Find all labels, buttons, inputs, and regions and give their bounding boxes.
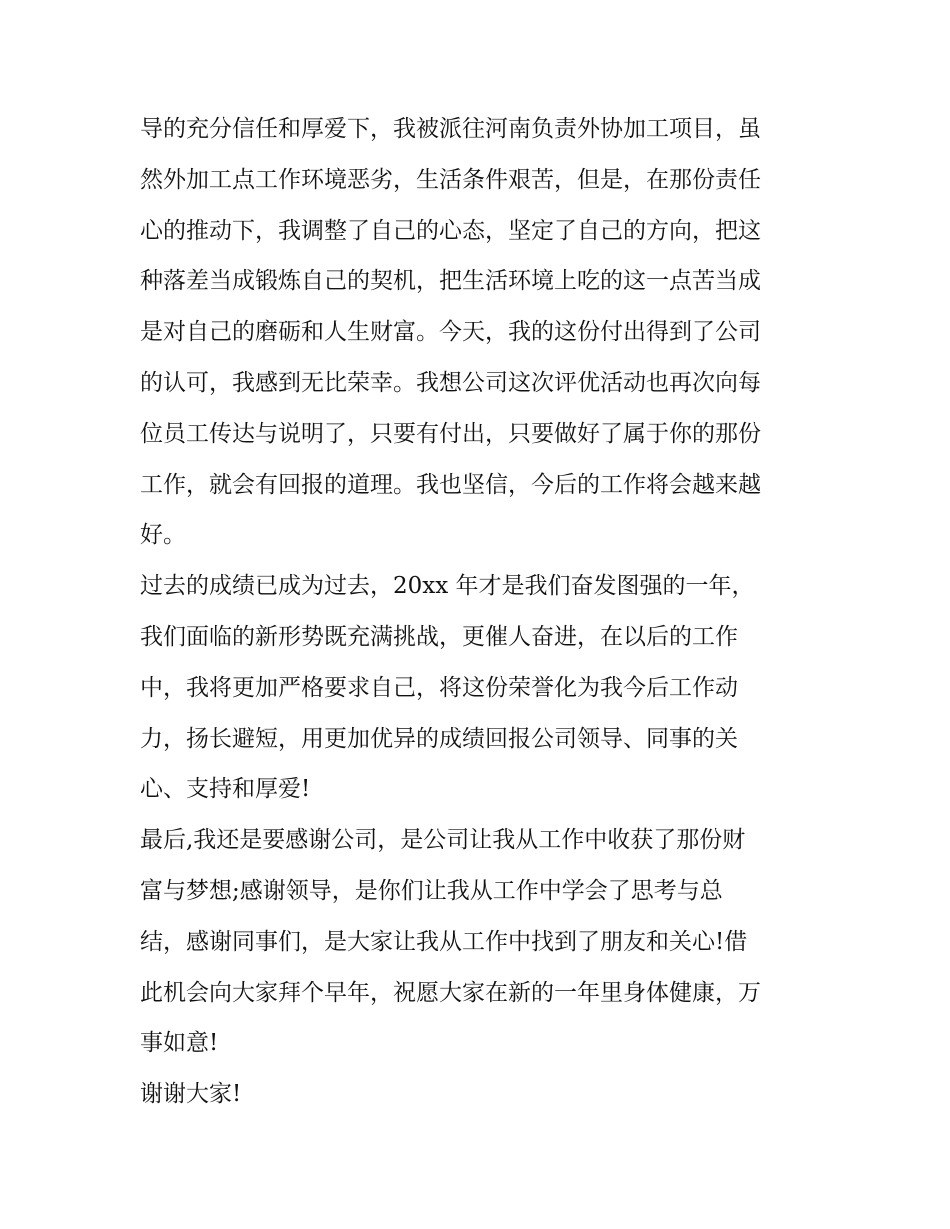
paragraph-line: 心的推动下，我调整了自己的心态，坚定了自己的方向，把这 [140,217,761,244]
paragraph-line: 导的充分信任和厚爱下，我被派往河南负责外协加工项目，虽 [140,116,761,142]
paragraph-line: 中，我将更加严格要求自己，将这份荣誉化为我今后工作动 [140,674,738,701]
paragraph-line: 好。 [140,522,186,549]
paragraph-line: 工作，就会有回报的道理。我也坚信，今后的工作将会越来越 [140,471,761,498]
paragraph-line: 种落差当成锻炼自己的契机，把生活环境上吃的这一点苦当成 [140,268,761,295]
paragraph-line: 的认可，我感到无比荣幸。我想公司这次评优活动也再次向每 [140,369,761,396]
paragraph-1 [140,104,820,561]
paragraph-line: 富与梦想;感谢领导，是你们让我从工作中学会了思考与总 [140,877,723,904]
paragraph-line: 过去的成绩已成为过去，20xx 年才是我们奋发图强的一年， [140,573,755,600]
paragraph-line: 结，感谢同事们，是大家让我从工作中找到了朋友和关心!借 [140,928,748,955]
paragraph-line: 力，扬长避短，用更加优异的成绩回报公司领导、同事的关 [140,725,738,752]
paragraph-line: 最后,我还是要感谢公司，是公司让我从工作中收获了那份财 [140,827,746,854]
document-body [140,104,820,1120]
paragraph-line: 心、支持和厚爱! [140,776,311,803]
paragraph-line: 此机会向大家拜个早年，祝愿大家在新的一年里身体健康，万 [140,979,761,1006]
paragraph-2 [140,561,820,815]
paragraph-4 [140,1069,820,1120]
paragraph-line: 是对自己的磨砺和人生财富。今天，我的这份付出得到了公司 [140,319,761,346]
paragraph-line: 然外加工点工作环境恶劣，生活条件艰苦，但是，在那份责任 [140,166,761,193]
paragraph-line: 谢谢大家! [140,1081,242,1108]
paragraph-line: 事如意! [140,1030,219,1057]
paragraph-line: 我们面临的新形势既充满挑战，更催人奋进，在以后的工作 [140,623,738,650]
paragraph-line: 位员工传达与说明了，只要有付出，只要做好了属于你的那份 [140,420,761,447]
paragraph-3 [140,815,820,1069]
